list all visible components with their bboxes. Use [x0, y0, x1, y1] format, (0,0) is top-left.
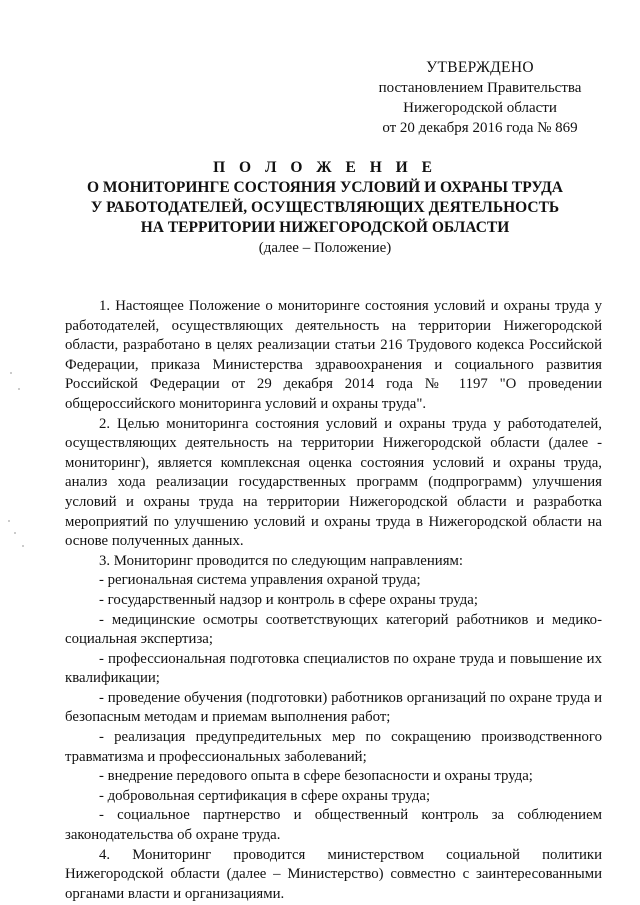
approval-stamp: [350, 58, 610, 138]
list-item: - профессиональная подготовка специалистов по охране труда и повышение их квалификации;: [65, 650, 602, 687]
list-item: - государственный надзор и контроль в сфере охраны труда;: [99, 591, 478, 608]
list-item: - внедрение передового опыта в сфере безопасности и охраны труда;: [99, 768, 533, 785]
scan-speck: [18, 388, 20, 390]
list-item: - социальное партнерство и общественный контроль за соблюдением законодательства об охране труда.: [65, 807, 602, 844]
title-word: П О Л О Ж Е Н И Е: [213, 159, 437, 176]
paragraph-3: 3. Мониторинг проводится по следующим направлениям:: [99, 552, 463, 569]
list-item: - региональная система управления охраной труда;: [99, 572, 421, 589]
list-item: - проведение обучения (подготовки) работников организаций по охране труда и безопасным методам и приемам выполнения работ;: [65, 689, 602, 726]
approval-date-number: от 20 декабря 2016 года № 869: [382, 120, 578, 136]
approval-heading: УТВЕРЖДЕНО: [426, 59, 534, 76]
document-body: [65, 297, 602, 904]
approval-region: Нижегородской области: [403, 100, 557, 116]
document-title: [60, 158, 590, 258]
approval-resolution: постановлением Правительства: [378, 80, 582, 96]
title-abbreviation: (далее – Положение): [258, 240, 392, 256]
paragraph-1: 1. Настоящее Положение о мониторинге состояния условий и охраны труда у работодателей, осуществляющих деятельность на территории Нижегородской области, разработано в целях реализации статьи 216 Трудового кодекса Российской Федерации, приказа Министерства здравоохранения и социального развития Российской Федерации от 29 декабря 2014 года № 1197 "О проведении общероссийского мониторинга условий и охраны труда".: [65, 298, 602, 412]
list-item: - медицинские осмотры соответствующих категорий работников и медико-социальная экспертиза;: [65, 611, 602, 648]
paragraph-2: 2. Целью мониторинга состояния условий и охраны труда у работодателей, осуществляющих деятельность на территории Нижегородской области (далее - мониторинг), является комплексная оценка состояния условий и охраны труда, анализ хода реализации государственных программ (подпрограмм) улучшения условий и охраны труда на территории Нижегородской области и разработка мероприятий по улучшению условий и охраны труда в Нижегородской области на основе полученных данных.: [65, 415, 602, 550]
paragraph-4: 4. Мониторинг проводится министерством социальной политики Нижегородской области (далее – Министерство) совместно с заинтересованными органами власти и организациями.: [65, 846, 602, 902]
title-line-2: У РАБОТОДАТЕЛЕЙ, ОСУЩЕСТВЛЯЮЩИХ ДЕЯТЕЛЬНОСТЬ: [90, 199, 560, 216]
scan-speck: [10, 372, 12, 374]
scan-speck: [22, 545, 24, 547]
list-item: - добровольная сертификация в сфере охраны труда;: [99, 787, 431, 804]
title-line-1: О МОНИТОРИНГЕ СОСТОЯНИЯ УСЛОВИЙ И ОХРАНЫ ТРУДА: [86, 179, 563, 196]
scan-speck: [14, 532, 16, 534]
list-item: - реализация предупредительных мер по сокращению производственного травматизма и профессиональных заболеваний;: [65, 729, 602, 765]
scan-speck: [8, 520, 10, 522]
title-line-3: НА ТЕРРИТОРИИ НИЖЕГОРОДСКОЙ ОБЛАСТИ: [140, 219, 510, 236]
